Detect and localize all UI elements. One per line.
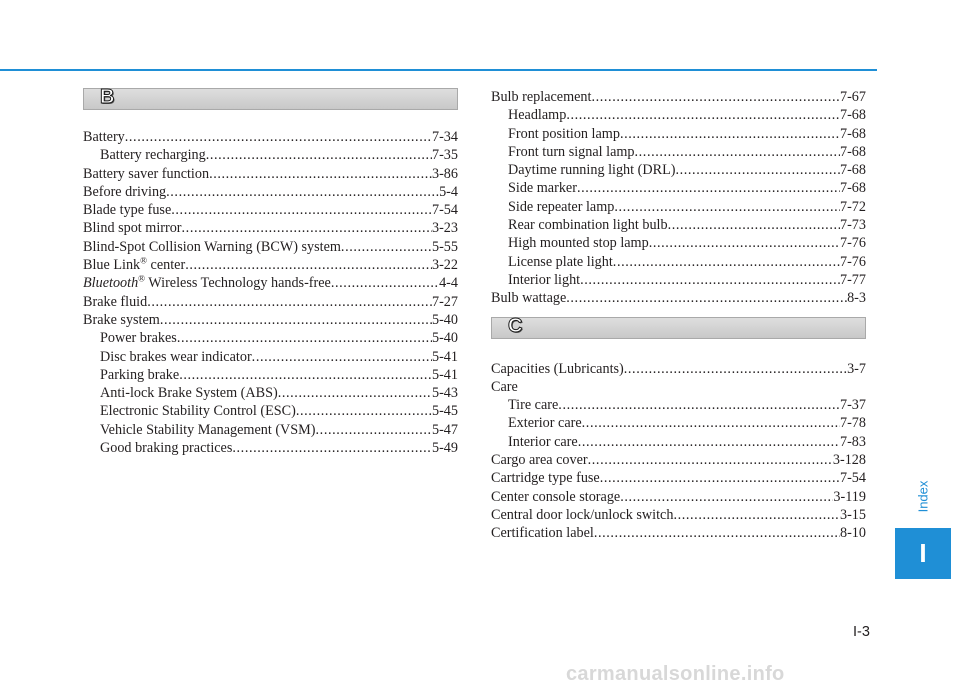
index-subentry: Tire care ..... 7-37 <box>491 396 866 414</box>
index-entry: Cartridge type fuse ..... 7-54 <box>491 469 866 487</box>
index-subentry: Electronic Stability Control (ESC) ..... 5-45 <box>83 402 458 420</box>
index-subentry: Parking brake ..... 5-41 <box>83 366 458 384</box>
index-subentry: Side repeater lamp ..... 7-72 <box>491 198 866 216</box>
index-entry: Blade type fuse ..... 7-54 <box>83 201 458 219</box>
top-rule <box>0 69 877 71</box>
index-entry: Battery saver function ..... 3-86 <box>83 165 458 183</box>
watermark: carmanualsonline.info <box>566 663 785 685</box>
side-tab[interactable] <box>895 528 951 579</box>
index-subentry: Exterior care ..... 7-78 <box>491 414 866 432</box>
section-header-b <box>83 88 458 110</box>
index-entry: Cargo area cover ..... 3-128 <box>491 451 866 469</box>
index-column-right <box>491 88 866 543</box>
index-subentry: Daytime running light (DRL) ..... 7-68 <box>491 161 866 179</box>
index-entry: Blind-Spot Collision Warning (BCW) system ..... 5-55 <box>83 238 458 256</box>
index-subentry: License plate light ..... 7-76 <box>491 253 866 271</box>
index-subentry: High mounted stop lamp ..... 7-76 <box>491 234 866 252</box>
side-tab-letter: I <box>919 538 927 568</box>
index-subentry: Rear combination light bulb ..... 7-73 <box>491 216 866 234</box>
section-letter: C <box>508 314 523 337</box>
index-subentry: Interior care ..... 7-83 <box>491 433 866 451</box>
index-subentry: Front position lamp ..... 7-68 <box>491 125 866 143</box>
index-subentry: Headlamp ..... 7-68 <box>491 106 866 124</box>
index-entry: Blue Link® center ..... 3-22 <box>83 256 458 274</box>
section-letter: B <box>100 86 115 108</box>
index-entry: Center console storage ..... 3-119 <box>491 488 866 506</box>
index-entry: Blind spot mirror ..... 3-23 <box>83 219 458 237</box>
index-subentry: Disc brakes wear indicator ..... 5-41 <box>83 348 458 366</box>
index-entry: Brake system ..... 5-40 <box>83 311 458 329</box>
index-entry: Bulb wattage ..... 8-3 <box>491 289 866 307</box>
index-entry: Care <box>491 378 518 395</box>
side-tab-label: Index <box>915 480 931 512</box>
index-subentry: Side marker ..... 7-68 <box>491 179 866 197</box>
index-entry: Battery ..... 7-34 <box>83 128 458 146</box>
index-entry: Central door lock/unlock switch ..... 3-15 <box>491 506 866 524</box>
index-subentry: Battery recharging ..... 7-35 <box>83 146 458 164</box>
index-subentry: Anti-lock Brake System (ABS) ..... 5-43 <box>83 384 458 402</box>
index-entry: Capacities (Lubricants) ..... 3-7 <box>491 360 866 378</box>
section-header-c <box>491 314 866 339</box>
index-subentry: Front turn signal lamp ..... 7-68 <box>491 143 866 161</box>
index-subentry: Interior light ..... 7-77 <box>491 271 866 289</box>
index-column-left <box>83 88 458 457</box>
index-subentry: Vehicle Stability Management (VSM) ..... 5-47 <box>83 421 458 439</box>
page-number: I-3 <box>853 624 870 640</box>
index-entry: Certification label ..... 8-10 <box>491 524 866 542</box>
index-subentry: Good braking practices ..... 5-49 <box>83 439 458 457</box>
index-entry: Before driving ..... 5-4 <box>83 183 458 201</box>
index-entry: Bulb replacement ..... 7-67 <box>491 88 866 106</box>
index-entry: Brake fluid ..... 7-27 <box>83 293 458 311</box>
index-entry: Bluetooth® Wireless Technology hands-free ..... 4-4 <box>83 274 458 292</box>
index-subentry: Power brakes ..... 5-40 <box>83 329 458 347</box>
